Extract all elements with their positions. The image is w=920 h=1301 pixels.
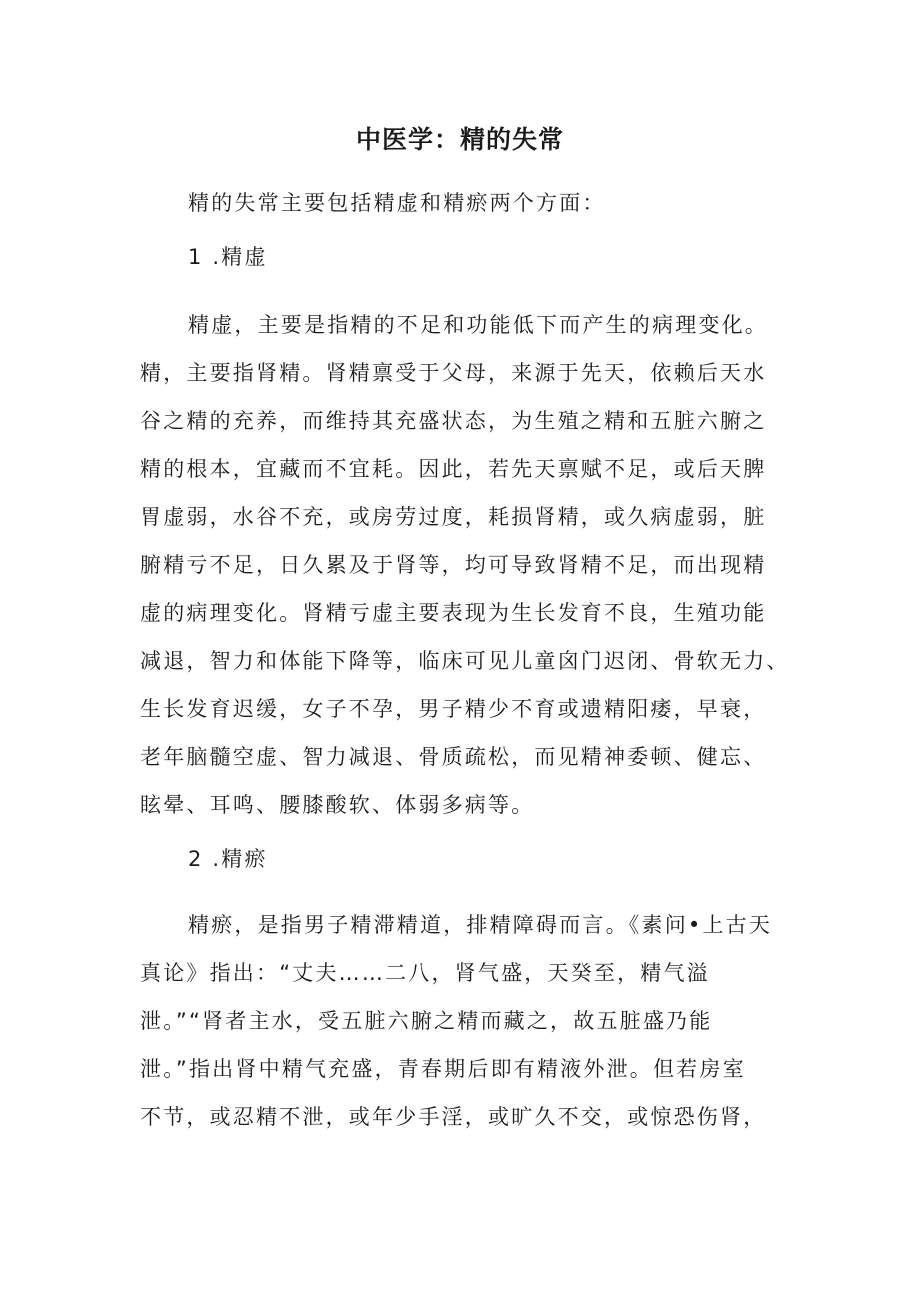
document-title: 中医学：精的失常 — [355, 125, 564, 154]
paragraph-line: 不节，或忍精不泄，或年少手淫，或旷久不交，或惊恐伤肾， — [140, 1105, 767, 1129]
paragraph-line: 腑精亏不足，日久累及于肾等，均可导致肾精不足，而出现精 — [140, 553, 767, 577]
paragraph-line: 真论》指出：“丈夫……二八，肾气盛，天癸至，精气溢 — [140, 961, 710, 985]
paragraph-line: 泄。”“肾者主水，受五脏六腑之精而藏之，故五脏盛乃能 — [140, 1009, 713, 1033]
paragraph-line: 精，主要指肾精。肾精禀受于父母，来源于先天，依赖后天水 — [140, 361, 767, 385]
section-heading-jingxu: 1 .精虚 — [188, 245, 268, 269]
paragraph-line: 眩晕、耳鸣、腰膝酸软、体弱多病等。 — [140, 793, 535, 817]
paragraph-line: 生长发育迟缓，女子不孕，男子精少不育或遗精阳痿，早衰， — [140, 697, 767, 721]
paragraph-line: 精的根本，宜藏而不宜耗。因此，若先天禀赋不足，或后天脾 — [140, 457, 767, 481]
paragraph-line: 谷之精的充养，而维持其充盛状态，为生殖之精和五脏六腑之 — [140, 409, 767, 433]
section-heading-jingyu: 2 .精瘀 — [188, 847, 268, 871]
paragraph-line: 泄。”指出肾中精气充盛，青春期后即有精液外泄。但若房室 — [140, 1057, 746, 1081]
paragraph-line: 老年脑髓空虚、智力减退、骨质疏松，而见精神委顿、健忘、 — [140, 745, 767, 769]
paragraph-line: 精虚，主要是指精的不足和功能低下而产生的病理变化。 — [188, 313, 768, 337]
paragraph-line: 胃虚弱，水谷不充，或房劳过度，耗损肾精，或久病虚弱，脏 — [140, 505, 767, 529]
intro-paragraph: 精的失常主要包括精虚和精瘀两个方面： — [188, 191, 606, 215]
paragraph-line: 精瘀，是指男子精滞精道，排精障碍而言。《素问•上古天 — [188, 913, 773, 937]
paragraph-line: 虚的病理变化。肾精亏虚主要表现为生长发育不良，生殖功能 — [140, 601, 767, 625]
paragraph-line: 减退，智力和体能下降等，临床可见儿童囟门迟闭、骨软无力、 — [140, 649, 790, 673]
